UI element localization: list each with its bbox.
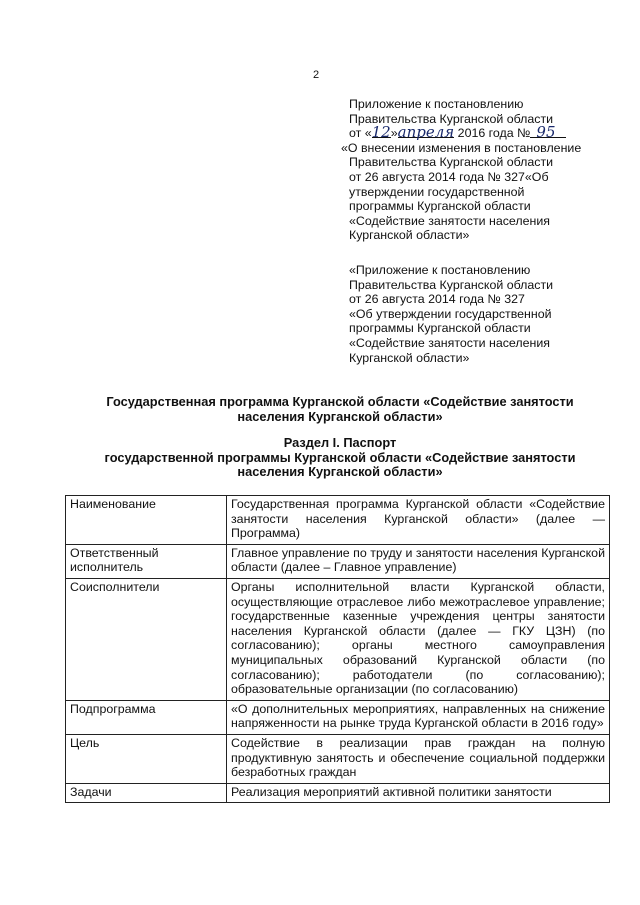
section-title: [60, 436, 620, 480]
table-row: [66, 783, 610, 803]
amendment-title: [341, 141, 614, 243]
table-row: [66, 734, 610, 783]
date-mid: »: [390, 126, 398, 141]
row-label: Ответственный исполнитель: [66, 544, 227, 578]
passport-table: [65, 495, 610, 803]
section-title-line: Раздел I. Паспорт: [283, 435, 397, 450]
date-year-text: 2016 года №: [457, 126, 531, 141]
row-value: Государственная программа Курганской области «Содействие занятости населения Курганской области» (далее — Программа): [227, 496, 610, 545]
section-title-line: населения Курганской области»: [237, 464, 443, 480]
row-label: Цель: [66, 734, 227, 783]
program-title: [60, 395, 620, 424]
amendment-line: от 26 августа 2014 года № 327«Об: [349, 169, 549, 184]
table-row: [66, 496, 610, 545]
appendix2-line: от 26 августа 2014 года № 327: [349, 292, 525, 307]
row-label: Задачи: [66, 783, 227, 803]
program-title-line: Государственная программа Курганской области «Содействие занятости: [106, 394, 574, 409]
amendment-line: Курганской области»: [349, 228, 470, 243]
amendment-line: Правительства Курганской области: [349, 155, 554, 170]
amendment-line: «Содействие занятости населения: [349, 213, 550, 228]
appendix2-line: «Содействие занятости населения: [349, 335, 550, 350]
amendment-line: утверждении государственной: [349, 184, 525, 199]
appendix2-line: Правительства Курганской области: [349, 277, 554, 292]
row-label: Подпрограмма: [66, 700, 227, 734]
handwritten-doc-number: 95: [530, 127, 566, 138]
appendix-header: [341, 97, 614, 243]
appendix2-line: программы Курганской области: [349, 321, 531, 336]
amendment-line: «О внесении изменения в постановление: [341, 140, 582, 155]
amendment-line: программы Курганской области: [349, 199, 531, 214]
table-row: [66, 700, 610, 734]
table-row: [66, 578, 610, 700]
page-number: 2: [313, 69, 320, 81]
row-value: Органы исполнительной власти Курганской области, осуществляющие отраслевое либо межотраслевое управление; государственные казенные учреждения центры занятости населения Курганской области (далее — ГКУ ЦЗН) (по согласованию); органы местного самоуправления муниципальных образований Курганской области (по согласованию); работодатели (по согласованию); образовательные организации (по согласованию): [227, 578, 610, 700]
handwritten-month: апреля: [397, 123, 455, 142]
row-value: Содействие в реализации прав граждан на полную продуктивную занятость и обеспечение социальной поддержки безработных граждан: [227, 734, 610, 783]
program-title-line: населения Курганской области»: [237, 408, 443, 424]
handwritten-day: 12: [371, 123, 391, 142]
date-prefix: от «: [349, 126, 372, 141]
appendix2-line: «Об утверждении государственной: [349, 306, 552, 321]
appendix2-line: «Приложение к постановлению: [349, 263, 531, 277]
row-label: Соисполнители: [66, 578, 227, 700]
appendix-original-header: [349, 263, 614, 365]
appendix-date-line: [349, 123, 614, 142]
row-value: Реализация мероприятий активной политики занятости: [227, 783, 610, 803]
appendix-line: Приложение к постановлению: [349, 97, 524, 111]
appendix2-line: Курганской области»: [349, 350, 470, 365]
appendix-line: Правительства Курганской области: [349, 111, 554, 126]
row-value: «О дополнительных мероприятиях, направленных на снижение напряженности на рынке труда Курганской области в 2016 году»: [227, 700, 610, 734]
row-label: Наименование: [66, 496, 227, 545]
row-value: Главное управление по труду и занятости населения Курганской области (далее – Главное управление): [227, 544, 610, 578]
table-row: [66, 544, 610, 578]
section-title-line: государственной программы Курганской области «Содействие занятости: [104, 449, 576, 465]
